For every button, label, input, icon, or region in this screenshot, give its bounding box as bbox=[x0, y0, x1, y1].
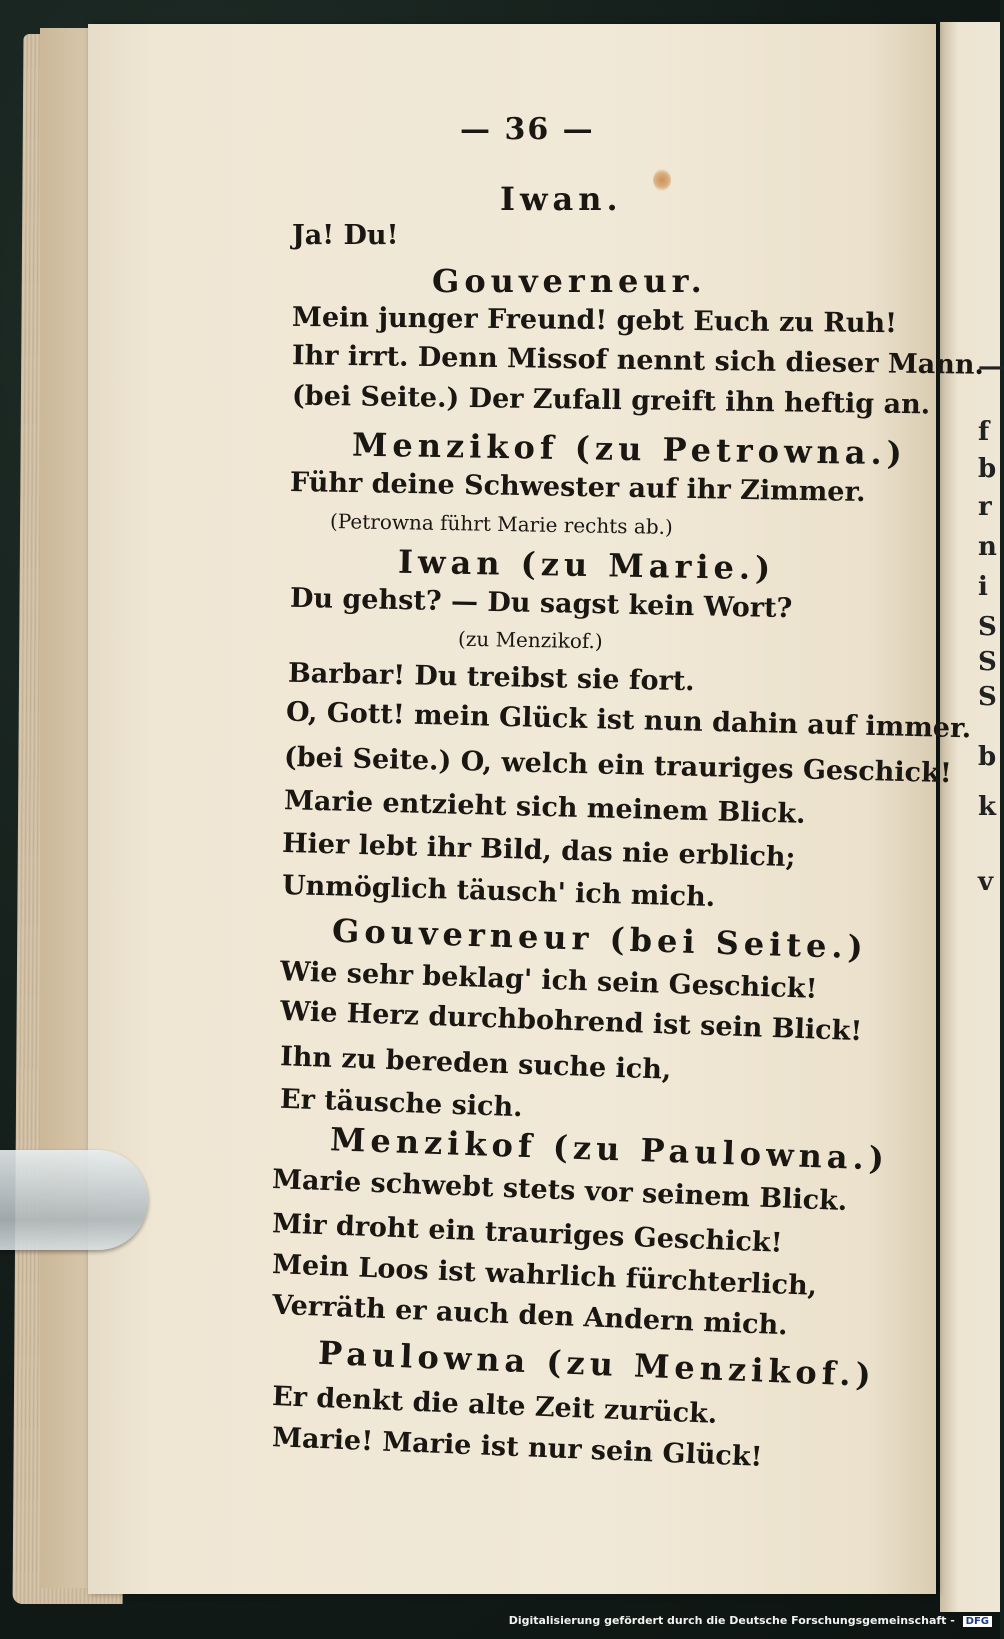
next-page-fragment: n bbox=[978, 532, 997, 562]
text-line: Ihr irrt. Denn Missof nennt sich dieser Mann. bbox=[291, 340, 985, 381]
text-line: Ja! Du! bbox=[292, 220, 399, 251]
text-line: Ihn zu bereden suche ich, bbox=[279, 1041, 672, 1086]
text-line: Barbar! Du treibst sie fort. bbox=[287, 657, 695, 698]
text-line: Mir droht ein trauriges Geschick! bbox=[271, 1208, 783, 1259]
speaker-name: Gouverneur. bbox=[432, 262, 707, 300]
dfg-logo: DFG bbox=[963, 1616, 992, 1627]
text-line: Er täusche sich. bbox=[279, 1083, 524, 1124]
next-page-fragment: f bbox=[978, 417, 990, 447]
text-line: Mein junger Freund! gebt Euch zu Ruh! bbox=[291, 301, 898, 340]
text-line: Hier lebt ihr Bild, das nie erblich; bbox=[281, 827, 796, 874]
text-line: (bei Seite.) Der Zufall greift ihn heftig an. bbox=[291, 380, 931, 421]
next-page-fragment: b bbox=[978, 454, 997, 484]
footer-text: Digitalisierung gefördert durch die Deutsche Forschungsgemeinschaft - bbox=[508, 1614, 955, 1627]
text-line: Du gehst? — Du sagst kein Wort? bbox=[289, 582, 793, 625]
text-line: Mein Loos ist wahrlich fürchterlich, bbox=[271, 1249, 818, 1302]
next-page-fragment: S bbox=[978, 682, 997, 712]
text-line: Er denkt die alte Zeit zurück. bbox=[271, 1381, 718, 1430]
next-page-fragment: v bbox=[978, 867, 994, 897]
text-line: Wie sehr beklag' ich sein Geschick! bbox=[279, 956, 818, 1005]
speaker-name: Iwan. bbox=[500, 180, 623, 218]
next-page-fragment: S bbox=[978, 612, 997, 642]
footer-credit bbox=[509, 1614, 992, 1627]
speaker-name: Gouverneur (bei Seite.) bbox=[331, 911, 869, 967]
text-line: Marie! Marie ist nur sein Glück! bbox=[271, 1422, 763, 1473]
speaker-name: Iwan (zu Marie.) bbox=[397, 542, 776, 588]
text-line: Wie Herz durchbohrend ist sein Blick! bbox=[279, 995, 863, 1048]
speaker-name: Paulowna (zu Menzikof.) bbox=[317, 1333, 877, 1395]
text-line: Marie schwebt stets vor seinem Blick. bbox=[271, 1163, 848, 1218]
text-line: Verräth er auch den Andern mich. bbox=[271, 1289, 789, 1342]
next-page-fragment: b bbox=[978, 742, 997, 772]
text-line: O, Gott! mein Glück ist nun dahin auf immer. bbox=[285, 696, 972, 745]
next-page-fragment: S bbox=[978, 647, 997, 677]
text-line: Unmöglich täusch' ich mich. bbox=[281, 869, 716, 914]
next-page-fragment: — bbox=[978, 352, 1004, 382]
next-page-fragment: r bbox=[978, 492, 992, 522]
text-line: Marie entzieht sich meinem Blick. bbox=[283, 785, 806, 830]
speaker-name: Menzikof (zu Paulowna.) bbox=[329, 1120, 890, 1178]
speaker-name: Menzikof (zu Petrowna.) bbox=[351, 425, 908, 473]
page-number: — 36 — bbox=[460, 112, 595, 147]
next-page-fragment: k bbox=[978, 792, 997, 822]
text-line: (bei Seite.) O, welch ein trauriges Geschick! bbox=[283, 741, 953, 790]
stage-direction: (Petrowna führt Marie rechts ab.) bbox=[329, 509, 673, 539]
next-page-fragment: i bbox=[978, 572, 988, 602]
stage-direction: (zu Menzikof.) bbox=[457, 626, 603, 654]
text-line: Führ deine Schwester auf ihr Zimmer. bbox=[289, 466, 866, 509]
